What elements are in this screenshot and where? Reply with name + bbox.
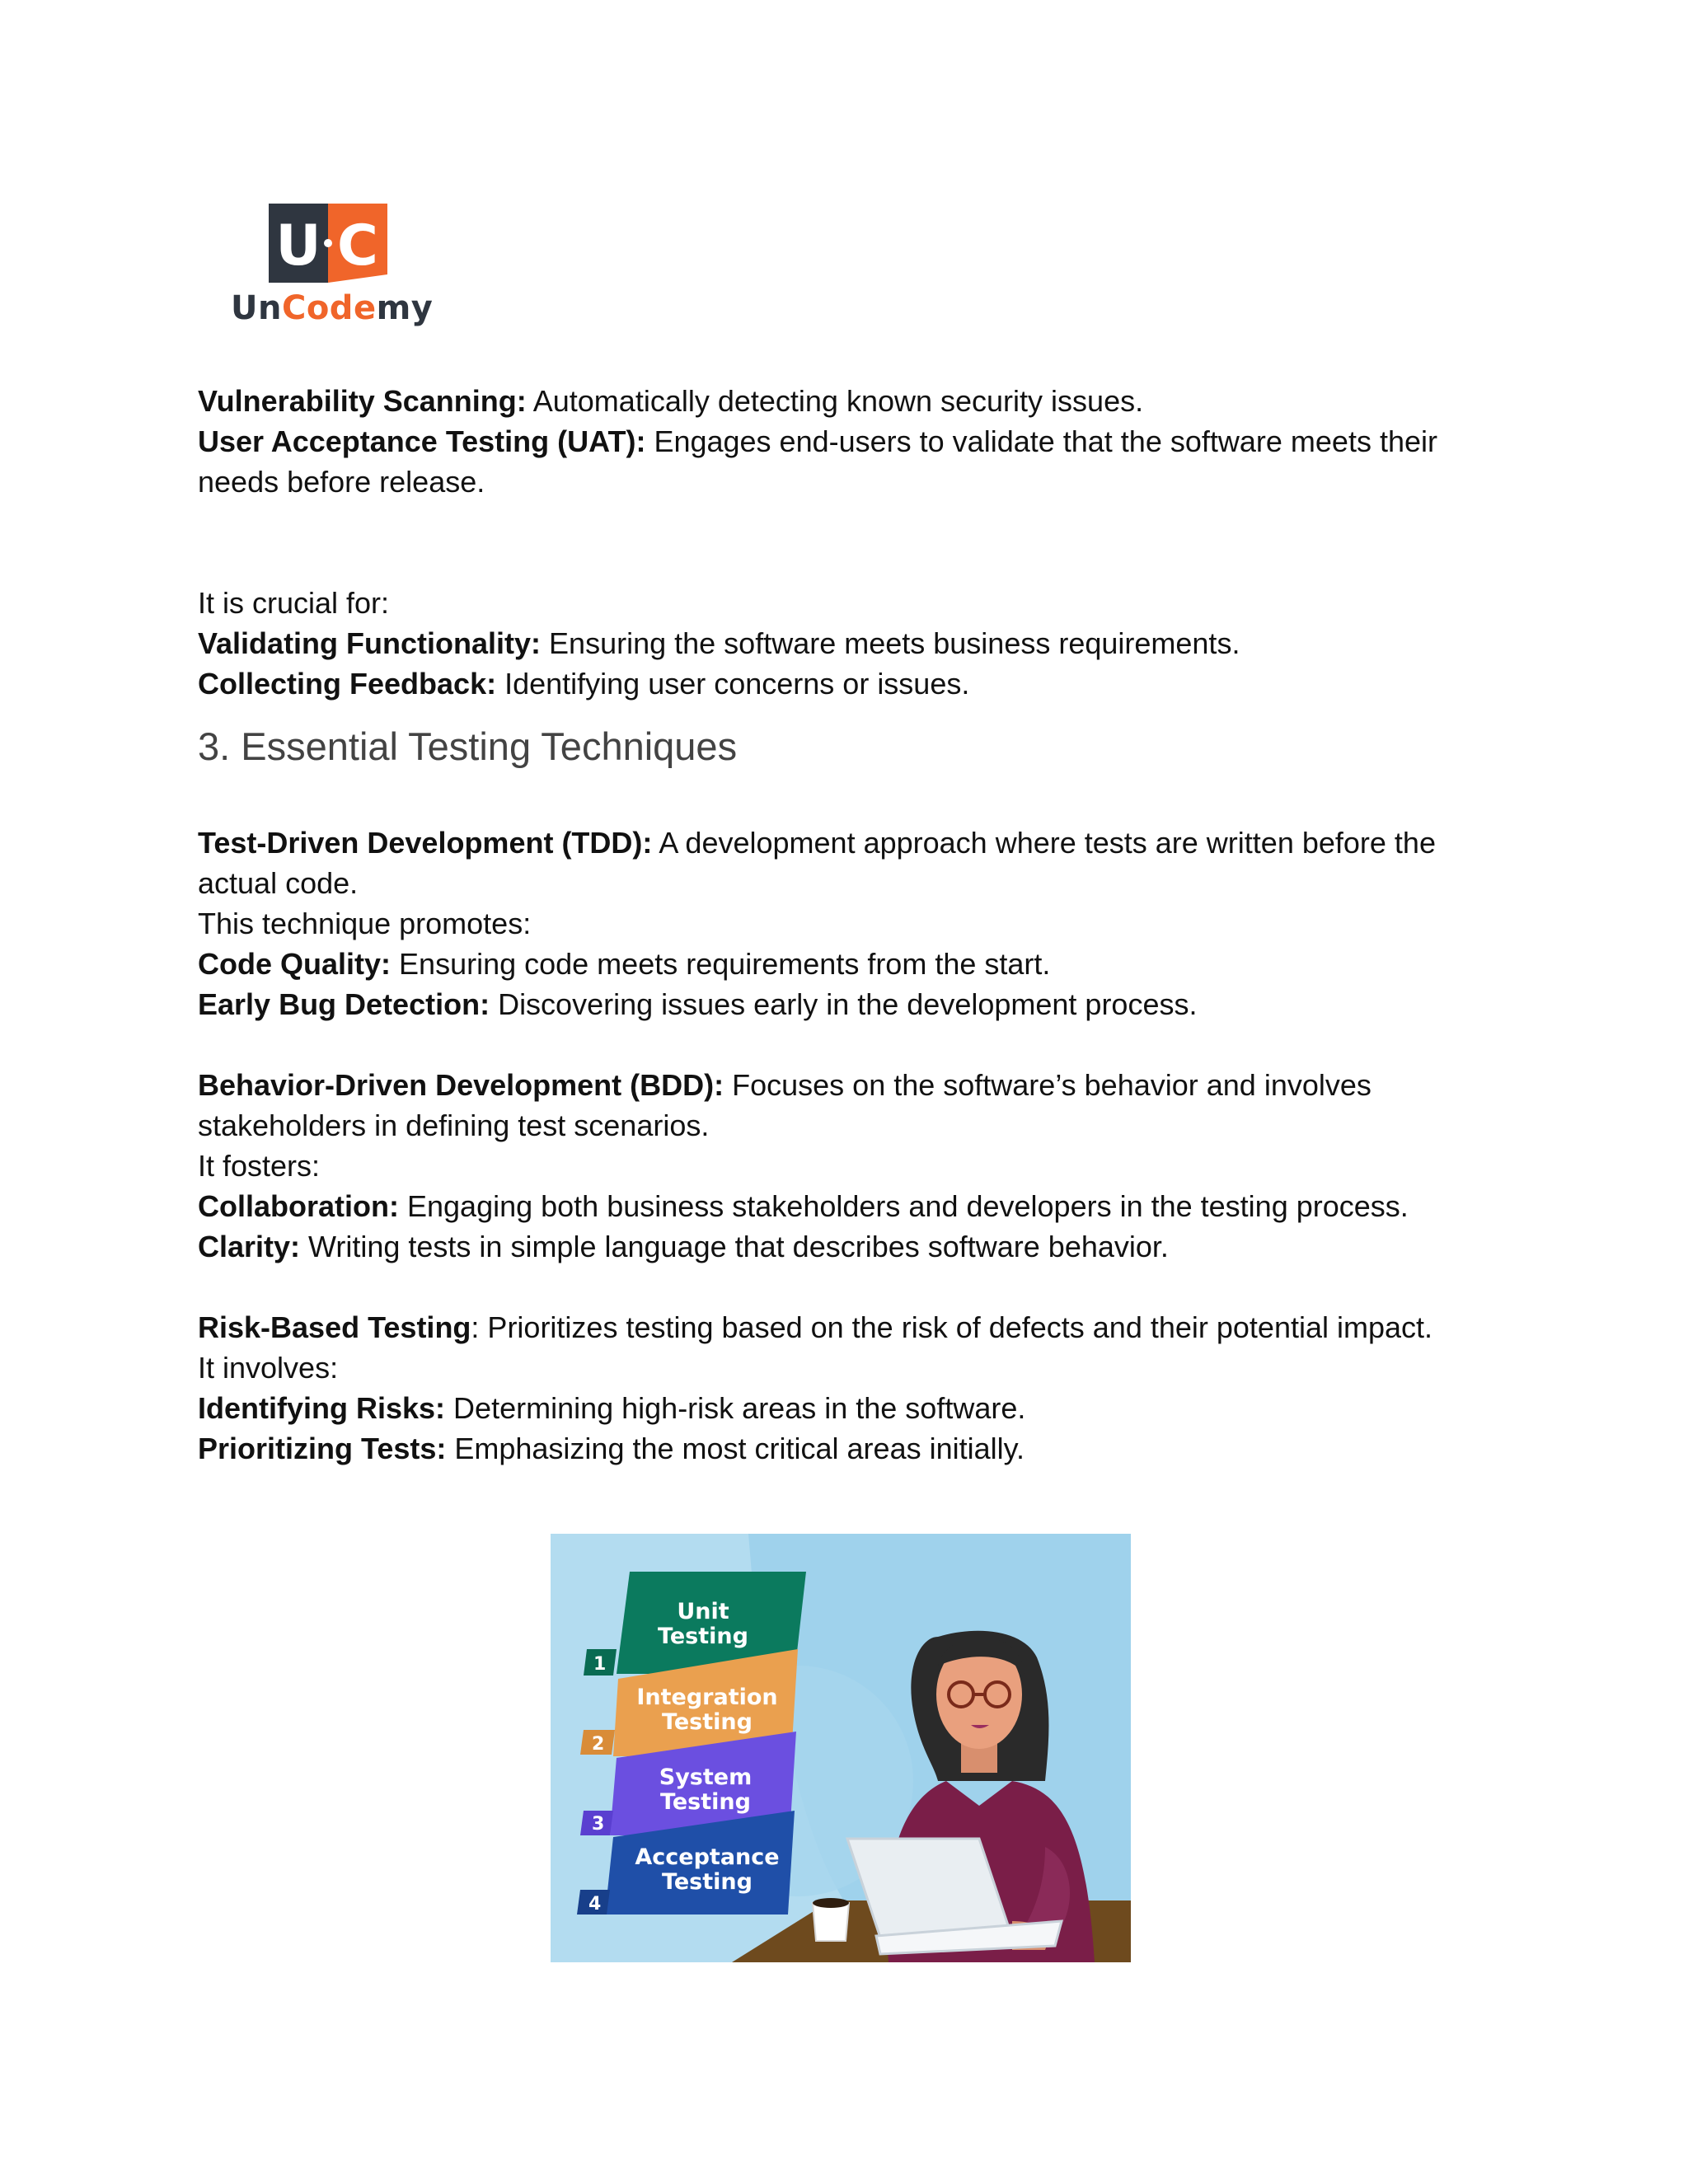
description: Discovering issues early in the development process. <box>490 987 1198 1021</box>
logo-wordmark-part2: Code <box>281 289 377 327</box>
logo-wordmark <box>231 289 433 327</box>
clarity-line <box>198 1226 1500 1267</box>
term: Vulnerability Scanning: <box>198 384 527 418</box>
coffee-cup-icon <box>813 1898 849 1941</box>
term: Behavior-Driven Development (BDD): <box>198 1068 724 1102</box>
early-bug-detection-line <box>198 984 1500 1024</box>
term: Validating Functionality: <box>198 626 542 660</box>
step-1-number: 1 <box>593 1654 607 1675</box>
description: Ensuring code meets requirements from the start. <box>391 947 1051 981</box>
testing-levels-illustration <box>551 1534 1131 1962</box>
step-2-label-line1: Integration <box>636 1685 778 1710</box>
description: A development approach where tests are written before the <box>652 826 1436 860</box>
description: Engages end-users to validate that the software meets their <box>645 424 1437 458</box>
description: Ensuring the software meets business requirements. <box>541 626 1240 660</box>
section-heading: 3. Essential Testing Techniques <box>198 724 738 768</box>
vulnerability-scanning-line <box>198 381 1500 421</box>
term: Identifying Risks: <box>198 1391 446 1425</box>
tdd-line <box>198 823 1500 863</box>
identifying-risks-line <box>198 1388 1500 1428</box>
description: Focuses on the software’s behavior and involves <box>724 1068 1372 1102</box>
step-4-number: 4 <box>588 1894 602 1915</box>
step-3-label-line2: Testing <box>660 1789 751 1815</box>
logo-dot <box>324 239 332 247</box>
document-body <box>198 381 1500 1469</box>
term: Test-Driven Development (TDD): <box>198 826 653 860</box>
uat-line-continued: needs before release. <box>198 465 485 499</box>
rbt-intro: It involves: <box>198 1351 339 1385</box>
uncodemy-logo <box>227 200 434 332</box>
risk-based-testing-line <box>198 1307 1500 1347</box>
term: Early Bug Detection: <box>198 987 490 1021</box>
term: Collaboration: <box>198 1189 399 1223</box>
step-3-label-line1: System <box>659 1765 753 1790</box>
bdd-line-continued: stakeholders in defining test scenarios. <box>198 1108 710 1142</box>
step-2-label-line2: Testing <box>662 1709 753 1735</box>
description: Automatically detecting known security issues. <box>526 384 1144 418</box>
bdd-line <box>198 1065 1500 1105</box>
bdd-intro: It fosters: <box>198 1149 321 1183</box>
tdd-line-continued: actual code. <box>198 866 359 900</box>
description: Identifying user concerns or issues. <box>496 667 970 701</box>
step-3-number: 3 <box>592 1814 605 1835</box>
logo-letter-c: C <box>337 213 378 279</box>
collecting-feedback-line <box>198 663 1500 704</box>
description: Writing tests in simple language that describes software behavior. <box>300 1230 1169 1263</box>
illustration-svg <box>551 1534 1131 1962</box>
step-4-label-line1: Acceptance <box>635 1844 780 1870</box>
description: Emphasizing the most critical areas initially. <box>446 1432 1025 1465</box>
term: Risk-Based Testing <box>198 1310 471 1344</box>
collaboration-line <box>198 1186 1500 1226</box>
term: Collecting Feedback: <box>198 667 497 701</box>
step-1-label-line1: Unit <box>677 1599 729 1624</box>
term: Prioritizing Tests: <box>198 1432 447 1465</box>
validating-functionality-line <box>198 623 1500 663</box>
description: : Prioritizes testing based on the risk of defects and their potential impact. <box>471 1310 1433 1344</box>
description: Engaging both business stakeholders and developers in the testing process. <box>398 1189 1409 1223</box>
step-1-label-line2: Testing <box>658 1624 748 1649</box>
code-quality-line <box>198 944 1500 984</box>
crucial-intro: It is crucial for: <box>198 586 390 620</box>
description: Determining high-risk areas in the software. <box>445 1391 1026 1425</box>
step-4-label-line2: Testing <box>662 1869 753 1895</box>
prioritizing-tests-line <box>198 1428 1500 1469</box>
uat-line <box>198 421 1500 462</box>
logo-wordmark-part3: my <box>376 289 434 327</box>
logo-wordmark-part1: Un <box>231 289 282 327</box>
tdd-intro: This technique promotes: <box>198 907 532 940</box>
step-2-number: 2 <box>592 1734 605 1755</box>
uc-logo-mark <box>269 204 387 283</box>
term: User Acceptance Testing (UAT): <box>198 424 646 458</box>
logo-letter-u: U <box>275 213 321 279</box>
term: Clarity: <box>198 1230 301 1263</box>
term: Code Quality: <box>198 947 392 981</box>
